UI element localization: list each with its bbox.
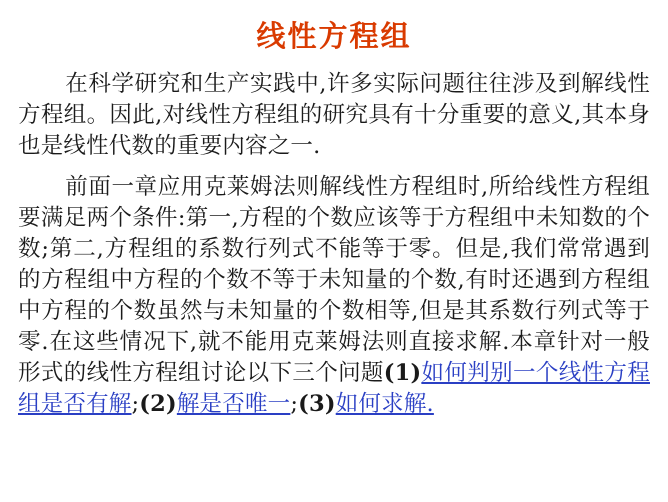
body-run: 在科学研究和生产实践中,许多实际问题往往涉及到解线性方程组。因此,对线性方程组的研究具有十分重要的意义,其本身也是线性代数的重要内容之一. <box>18 71 650 159</box>
paragraph-2 <box>18 172 650 420</box>
body-run: ; <box>131 391 140 417</box>
body-run: 前面一章应用克莱姆法则解线性方程组时,所给线性方程组要满足两个条件:第一,方程的个数应该等于方程组中未知数的个数;第二,方程组的系数行列式不能等于零。但是,我们常常遇到的方程组中方程的个数不等于未知量的个数,有时还遇到方程组中方程的个数虽然与未知量的个数相等,但是其系数行列式等于零.在这些情况下,就不能用克莱姆法则直接求解.本章针对一般形式的线性方程组讨论以下三个问题 <box>18 174 650 386</box>
body-link[interactable]: 如何求解. <box>335 391 434 417</box>
paragraph-1 <box>18 69 650 162</box>
page-title: 线性方程组 <box>256 19 412 53</box>
body-link[interactable]: 解是否唯一 <box>176 391 291 417</box>
body-enumerator: (3) <box>298 391 336 417</box>
body-run: ; <box>290 391 299 417</box>
body-enumerator: (1) <box>383 360 422 386</box>
body-enumerator: (2) <box>139 391 177 417</box>
body-link[interactable]: 如何判别一个线性方程组是否有解 <box>18 360 650 417</box>
slide-body <box>18 69 650 420</box>
